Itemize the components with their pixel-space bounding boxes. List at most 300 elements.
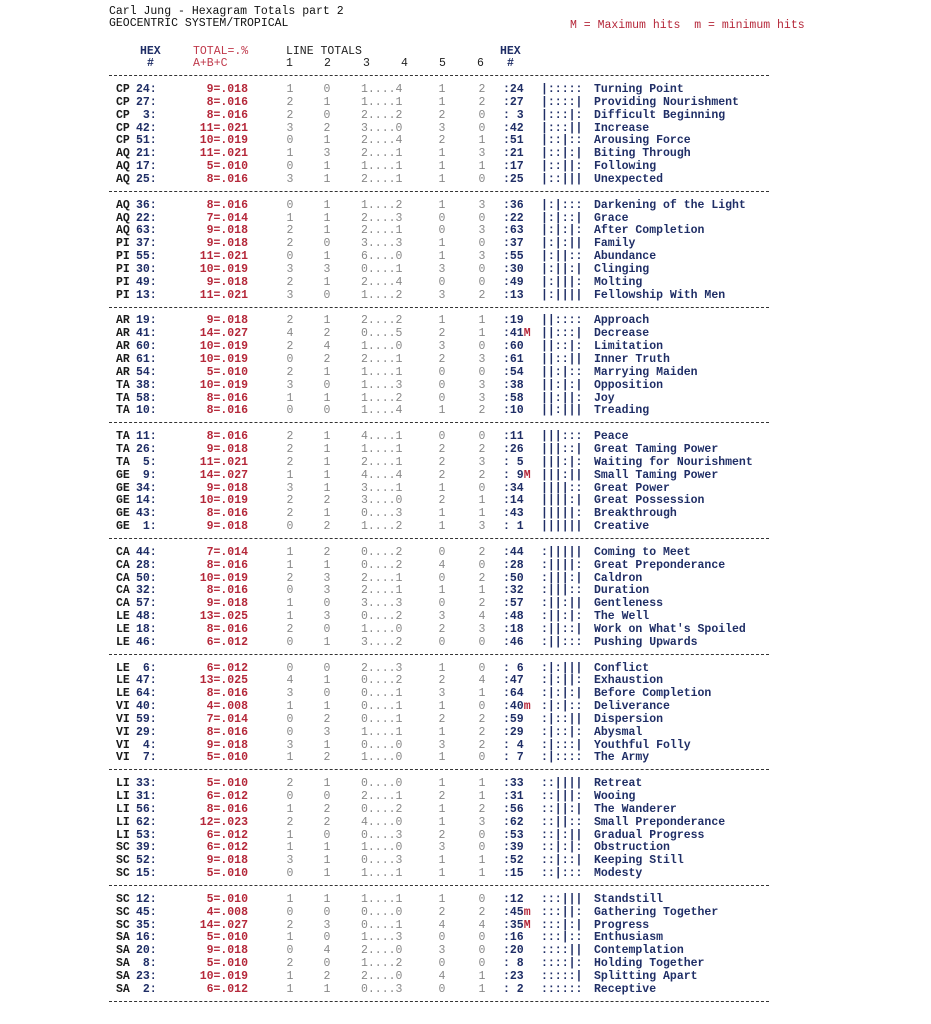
hex-number-cell: 21: (136, 147, 157, 161)
line-5-cell: 0 (438, 275, 446, 289)
hexagram-name-cell: Gathering Together (594, 905, 719, 919)
hit-mark-badge: M (523, 327, 531, 341)
sign-cell: TA (116, 391, 130, 405)
hex-number-right: :53 (503, 828, 524, 842)
hexagram-lines-cell: ||:::: (541, 314, 583, 328)
sign-cell: VI (116, 700, 130, 714)
line-5-cell: 1 (438, 481, 446, 495)
hex-number-right: :34 (503, 481, 524, 495)
total-cell: 6=.012 (206, 635, 248, 649)
sign-cell: AR (116, 314, 130, 328)
line-3-4-cell: 3....1 (361, 481, 403, 495)
total-cell: 5=.010 (206, 931, 248, 945)
hex-number-cell: 17: (136, 160, 157, 174)
line-2-cell: 2 (323, 802, 331, 816)
line-6-cell: 0 (478, 635, 486, 649)
sign-cell: AR (116, 365, 130, 379)
line-2-cell: 2 (323, 815, 331, 829)
line-2-cell: 1 (323, 250, 331, 264)
hexagram-lines-cell: |:::|| (541, 121, 583, 135)
line-6-cell: 2 (478, 725, 486, 739)
line-5-cell: 4 (438, 970, 446, 983)
hexagram-lines-cell: :|:::| (541, 738, 583, 752)
hex-number-right: :45 (503, 905, 524, 919)
hexagram-lines-cell: |||:|: (541, 455, 583, 469)
line-6-cell: 3 (478, 147, 486, 161)
line-6-cell: 2 (478, 738, 486, 752)
total-cell: 8=.016 (206, 507, 248, 521)
line-6-cell: 2 (478, 571, 486, 585)
hexagram-name-cell: Grace (594, 211, 629, 225)
line-1-cell: 1 (286, 545, 294, 559)
sign-cell: SC (116, 841, 130, 855)
line-2-cell: 0 (323, 790, 331, 804)
total-cell: 8=.016 (206, 404, 248, 418)
total-cell: 5=.010 (206, 867, 248, 881)
line-5-cell: 2 (438, 674, 446, 688)
line-5-cell: 3 (438, 841, 446, 855)
col-hex2-label: HEX (500, 45, 521, 58)
line-2-cell: 2 (323, 712, 331, 726)
line-6-cell: 0 (478, 944, 486, 958)
col-line-2: 2 (324, 57, 331, 70)
line-3-4-cell: 6....0 (361, 250, 403, 264)
line-1-cell: 1 (286, 700, 294, 714)
line-5-cell: 1 (438, 147, 446, 161)
line-2-cell: 4 (323, 340, 331, 354)
line-5-cell: 0 (438, 982, 446, 996)
total-cell: 11=.021 (199, 288, 248, 302)
hex-number-cell: 38: (136, 378, 157, 392)
line-6-cell: 3 (478, 391, 486, 405)
total-cell: 6=.012 (206, 661, 248, 675)
document-title: Carl Jung - Hexagram Totals part 2 (109, 5, 344, 18)
sign-cell: LE (116, 635, 130, 649)
hex-number-cell: 7: (136, 751, 157, 765)
hexagram-name-cell: Wooing (594, 790, 636, 804)
line-1-cell: 0 (286, 160, 294, 174)
hex-number-cell: 28: (136, 558, 157, 572)
hexagram-name-cell: Exhaustion (594, 674, 664, 688)
hex-number-cell: 63: (136, 224, 157, 238)
hex-number-right: :17 (503, 160, 524, 174)
sign-cell: TA (116, 442, 130, 456)
hex-number-right: :18 (503, 622, 524, 636)
line-1-cell: 3 (286, 121, 294, 135)
sign-cell: SC (116, 918, 130, 932)
line-5-cell: 2 (438, 468, 446, 482)
hexagram-name-cell: Pushing Upwards (594, 635, 698, 649)
line-2-cell: 3 (323, 571, 331, 585)
line-3-4-cell: 3....0 (361, 121, 403, 135)
sign-cell: LI (116, 828, 130, 842)
hexagram-lines-cell: :|:||: (541, 674, 583, 688)
line-3-4-cell: 2....1 (361, 571, 403, 585)
total-cell: 10=.019 (199, 378, 248, 392)
line-5-cell: 2 (438, 442, 446, 456)
hexagram-lines-cell: ||||:| (541, 494, 583, 508)
line-6-cell: 3 (478, 198, 486, 212)
line-5-cell: 0 (438, 571, 446, 585)
line-2-cell: 3 (323, 262, 331, 276)
document-subtitle: GEOCENTRIC SYSTEM/TROPICAL (109, 17, 289, 30)
line-6-cell: 1 (478, 777, 486, 791)
hexagram-lines-cell: |||::| (541, 442, 583, 456)
hit-mark-badge: M (523, 468, 531, 482)
hex-number-right: :52 (503, 854, 524, 868)
total-cell: 8=.016 (206, 198, 248, 212)
line-6-cell: 4 (478, 918, 486, 932)
sign-cell: CA (116, 571, 130, 585)
hexagram-lines-cell: :|::|| (541, 712, 583, 726)
line-3-4-cell: 4....4 (361, 468, 403, 482)
dashed-divider (109, 191, 769, 192)
hexagram-lines-cell: ||::|| (541, 352, 583, 366)
hexagram-name-cell: The Well (594, 610, 650, 624)
sign-cell: GE (116, 520, 130, 534)
hex-number-cell: 47: (136, 674, 157, 688)
hexagram-name-cell: Clinging (594, 262, 650, 276)
total-cell: 14=.027 (199, 327, 248, 341)
total-cell: 6=.012 (206, 841, 248, 855)
line-6-cell: 0 (478, 275, 486, 289)
hexagram-name-cell: Splitting Apart (594, 970, 698, 983)
hexagram-row (0, 84, 931, 97)
line-6-cell: 0 (478, 430, 486, 444)
hexagram-name-cell: Difficult Beginning (594, 108, 726, 122)
line-1-cell: 2 (286, 224, 294, 238)
total-cell: 9=.018 (206, 738, 248, 752)
hex-number-cell: 52: (136, 854, 157, 868)
line-5-cell: 2 (438, 712, 446, 726)
total-cell: 9=.018 (206, 237, 248, 251)
total-cell: 9=.018 (206, 224, 248, 238)
hexagram-name-cell: Duration (594, 584, 650, 598)
hex-number-cell: 9: (136, 468, 157, 482)
hex-number-right: :64 (503, 687, 524, 701)
total-cell: 8=.016 (206, 172, 248, 186)
sign-cell: CA (116, 597, 130, 611)
line-1-cell: 1 (286, 83, 294, 96)
hex-number-right: :20 (503, 944, 524, 958)
line-3-4-cell: 1....1 (361, 95, 403, 109)
hexagram-row (0, 624, 931, 637)
sign-cell: LI (116, 790, 130, 804)
hex-number-right-cell (503, 984, 524, 997)
hexagram-row (0, 161, 931, 174)
hexagram-lines-cell: :::|:: (541, 931, 583, 945)
hex-number-cell: 39: (136, 841, 157, 855)
sign-cell: CA (116, 545, 130, 559)
hex-number-cell: 10: (136, 404, 157, 418)
line-3-4-cell: 1....1 (361, 442, 403, 456)
sign-cell: TA (116, 455, 130, 469)
hexagram-lines-cell: |::|:| (541, 147, 583, 161)
line-2-cell: 1 (323, 314, 331, 328)
line-2-cell: 1 (323, 95, 331, 109)
line-5-cell: 0 (438, 931, 446, 945)
sign-cell: CP (116, 134, 130, 148)
hex-number-right: :30 (503, 262, 524, 276)
line-1-cell: 3 (286, 288, 294, 302)
line-1-cell: 2 (286, 507, 294, 521)
hexagram-name-cell: Caldron (594, 571, 643, 585)
hex-number-right: :41 (503, 327, 524, 341)
line-5-cell: 1 (438, 854, 446, 868)
hexagram-name-cell: Holding Together (594, 957, 705, 971)
line-6-cell: 2 (478, 442, 486, 456)
hexagram-name-cell: Enthusiasm (594, 931, 664, 945)
hexagram-row (0, 457, 931, 470)
line-3-4-cell: 0....3 (361, 507, 403, 521)
hexagram-lines-cell: ||:||: (541, 391, 583, 405)
sign-cell: PI (116, 250, 130, 264)
total-cell: 7=.014 (206, 712, 248, 726)
line-1-cell: 3 (286, 262, 294, 276)
hexagram-lines-cell: :::|:| (541, 918, 583, 932)
hexagram-row (0, 97, 931, 110)
total-cell: 10=.019 (199, 571, 248, 585)
hexagram-name-cell: Unexpected (594, 172, 664, 186)
line-2-cell: 0 (323, 661, 331, 675)
hexagram-lines-cell: :::::| (541, 970, 583, 983)
line-6-cell: 2 (478, 95, 486, 109)
line-5-cell: 2 (438, 327, 446, 341)
hexagram-row (0, 174, 931, 187)
line-2-cell: 1 (323, 507, 331, 521)
line-5-cell: 1 (438, 237, 446, 251)
hex-number-right: : 7 (503, 751, 524, 765)
line-6-cell: 3 (478, 455, 486, 469)
hex-number-cell: 6: (136, 661, 157, 675)
line-2-cell: 2 (323, 520, 331, 534)
sign-cell: VI (116, 738, 130, 752)
line-3-4-cell: 1....4 (361, 404, 403, 418)
line-1-cell: 0 (286, 404, 294, 418)
hexagram-lines-cell: |:|:|: (541, 224, 583, 238)
hex-number-cell: 41: (136, 327, 157, 341)
hexagram-name-cell: Coming to Meet (594, 545, 691, 559)
total-cell: 9=.018 (206, 597, 248, 611)
line-2-cell: 1 (323, 854, 331, 868)
hexagram-lines-cell: |:|:|| (541, 237, 583, 251)
line-1-cell: 1 (286, 751, 294, 765)
line-6-cell: 0 (478, 558, 486, 572)
total-cell: 8=.016 (206, 558, 248, 572)
line-5-cell: 0 (438, 635, 446, 649)
line-6-cell: 1 (478, 160, 486, 174)
hexagram-lines-cell: |:::|: (541, 108, 583, 122)
hexagram-row (0, 701, 931, 714)
line-6-cell: 0 (478, 931, 486, 945)
line-3-4-cell: 1....0 (361, 340, 403, 354)
total-cell: 5=.010 (206, 777, 248, 791)
sign-cell: SC (116, 892, 130, 906)
hexagram-lines-cell: |||::: (541, 430, 583, 444)
line-5-cell: 1 (438, 751, 446, 765)
line-2-cell: 2 (323, 494, 331, 508)
col-hex2-sub: # (507, 57, 514, 70)
total-cell: 6=.012 (206, 828, 248, 842)
line-1-cell: 0 (286, 250, 294, 264)
total-cell: 6=.012 (206, 790, 248, 804)
line-1-cell: 2 (286, 314, 294, 328)
hexagram-lines-cell: :|:||| (541, 661, 583, 675)
hex-number-cell: 14: (136, 494, 157, 508)
hexagram-row (0, 200, 931, 213)
line-2-cell: 3 (323, 918, 331, 932)
col-total-label: TOTAL=.% (193, 45, 249, 58)
line-6-cell: 1 (478, 134, 486, 148)
total-cell: 10=.019 (199, 494, 248, 508)
hexagram-row (0, 251, 931, 264)
line-3-4-cell: 2....3 (361, 211, 403, 225)
total-cell: 8=.016 (206, 95, 248, 109)
hexagram-row (0, 637, 931, 650)
line-3-4-cell: 2....4 (361, 275, 403, 289)
line-6-cell: 2 (478, 288, 486, 302)
line-5-cell: 3 (438, 288, 446, 302)
sign-cell: PI (116, 288, 130, 302)
hexagram-name-cell: Decrease (594, 327, 650, 341)
sign-cell: AR (116, 352, 130, 366)
hexagram-name-cell: Increase (594, 121, 650, 135)
hex-number-cell: 62: (136, 815, 157, 829)
hexagram-name-cell: Great Taming Power (594, 442, 719, 456)
line-6-cell: 0 (478, 481, 486, 495)
hexagram-name-cell: Limitation (594, 340, 664, 354)
hex-number-cell: 32: (136, 584, 157, 598)
hexagram-name-cell: Treading (594, 404, 650, 418)
hex-number-cell: 59: (136, 712, 157, 726)
hexagram-lines-cell: |:|||| (541, 288, 583, 302)
hex-number-right: :29 (503, 725, 524, 739)
line-3-4-cell: 0....1 (361, 687, 403, 701)
sign-cell: SC (116, 854, 130, 868)
hex-number-cell: 11: (136, 430, 157, 444)
hexagram-row (0, 727, 931, 740)
line-3-4-cell: 1....2 (361, 957, 403, 971)
hexagram-row (0, 984, 931, 997)
total-cell: 8=.016 (206, 430, 248, 444)
hexagram-lines-cell: ||||:: (541, 481, 583, 495)
hexagram-lines-cell: ||:|:| (541, 378, 583, 392)
hexagram-name-cell: Arousing Force (594, 134, 691, 148)
hex-number-right: : 3 (503, 108, 524, 122)
line-6-cell: 4 (478, 674, 486, 688)
line-6-cell: 1 (478, 790, 486, 804)
hex-number-right: :57 (503, 597, 524, 611)
hex-number-cell: 43: (136, 507, 157, 521)
hex-number-cell: 29: (136, 725, 157, 739)
line-3-4-cell: 0....2 (361, 802, 403, 816)
line-1-cell: 1 (286, 610, 294, 624)
line-3-4-cell: 3....3 (361, 237, 403, 251)
line-5-cell: 1 (438, 661, 446, 675)
hexagram-name-cell: Breakthrough (594, 507, 677, 521)
line-2-cell: 0 (323, 83, 331, 96)
line-6-cell: 2 (478, 545, 486, 559)
col-line-4: 4 (401, 57, 408, 70)
line-6-cell: 3 (478, 352, 486, 366)
hexagram-name-cell: Receptive (594, 982, 657, 996)
line-5-cell: 0 (438, 365, 446, 379)
hex-number-right: :47 (503, 674, 524, 688)
line-2-cell: 1 (323, 635, 331, 649)
hex-number-cell: 12: (136, 892, 157, 906)
hexagram-name-cell: Gentleness (594, 597, 664, 611)
hexagram-lines-cell: ::::|| (541, 944, 583, 958)
line-6-cell: 0 (478, 841, 486, 855)
hexagram-row (0, 894, 931, 907)
line-3-4-cell: 4....1 (361, 430, 403, 444)
sign-cell: PI (116, 237, 130, 251)
line-2-cell: 1 (323, 700, 331, 714)
hexagram-name-cell: Contemplation (594, 944, 684, 958)
line-6-cell: 2 (478, 597, 486, 611)
hex-number-cell: 20: (136, 944, 157, 958)
line-1-cell: 0 (286, 661, 294, 675)
hex-number-right: :60 (503, 340, 524, 354)
line-1-cell: 0 (286, 198, 294, 212)
line-1-cell: 0 (286, 712, 294, 726)
hex-number-cell: 33: (136, 777, 157, 791)
total-cell: 10=.019 (199, 970, 248, 983)
total-cell: 9=.018 (206, 944, 248, 958)
line-3-4-cell: 1....1 (361, 365, 403, 379)
hexagram-lines-cell: |::::: (541, 83, 583, 96)
hexagram-lines-cell: ::|||: (541, 790, 583, 804)
hexagram-name-cell: Before Completion (594, 687, 712, 701)
line-2-cell: 2 (323, 121, 331, 135)
line-3-4-cell: 1....0 (361, 841, 403, 855)
hex-number-right: :51 (503, 134, 524, 148)
hexagram-lines-cell: ::||:| (541, 802, 583, 816)
hexagram-row (0, 714, 931, 727)
hex-number-cell: 46: (136, 635, 157, 649)
line-3-4-cell: 2....4 (361, 134, 403, 148)
hex-number-right: :37 (503, 237, 524, 251)
hex-number-right: :11 (503, 430, 524, 444)
line-5-cell: 1 (438, 172, 446, 186)
sign-cell: CP (116, 108, 130, 122)
hexagram-row (0, 817, 931, 830)
line-2-cell: 0 (323, 108, 331, 122)
hex-number-right: :24 (503, 83, 524, 96)
hexagram-lines-cell: |:||:: (541, 250, 583, 264)
line-1-cell: 2 (286, 918, 294, 932)
line-2-cell: 1 (323, 275, 331, 289)
line-3-4-cell: 1....1 (361, 867, 403, 881)
line-5-cell: 3 (438, 738, 446, 752)
total-cell: 5=.010 (206, 365, 248, 379)
hexagram-row (0, 290, 931, 303)
hexagram-lines-cell: ::::|: (541, 957, 583, 971)
line-6-cell: 3 (478, 815, 486, 829)
line-1-cell: 1 (286, 597, 294, 611)
line-1-cell: 2 (286, 430, 294, 444)
dashed-divider (109, 538, 769, 539)
line-1-cell: 2 (286, 365, 294, 379)
hexagram-lines-cell: :|:|:| (541, 687, 583, 701)
line-2-cell: 0 (323, 378, 331, 392)
sign-cell: PI (116, 262, 130, 276)
sign-cell: AQ (116, 147, 130, 161)
hex-number-cell: 1: (136, 520, 157, 534)
sign-cell: TA (116, 378, 130, 392)
hexagram-name-cell: Small Preponderance (594, 815, 726, 829)
total-cell: 5=.010 (206, 751, 248, 765)
